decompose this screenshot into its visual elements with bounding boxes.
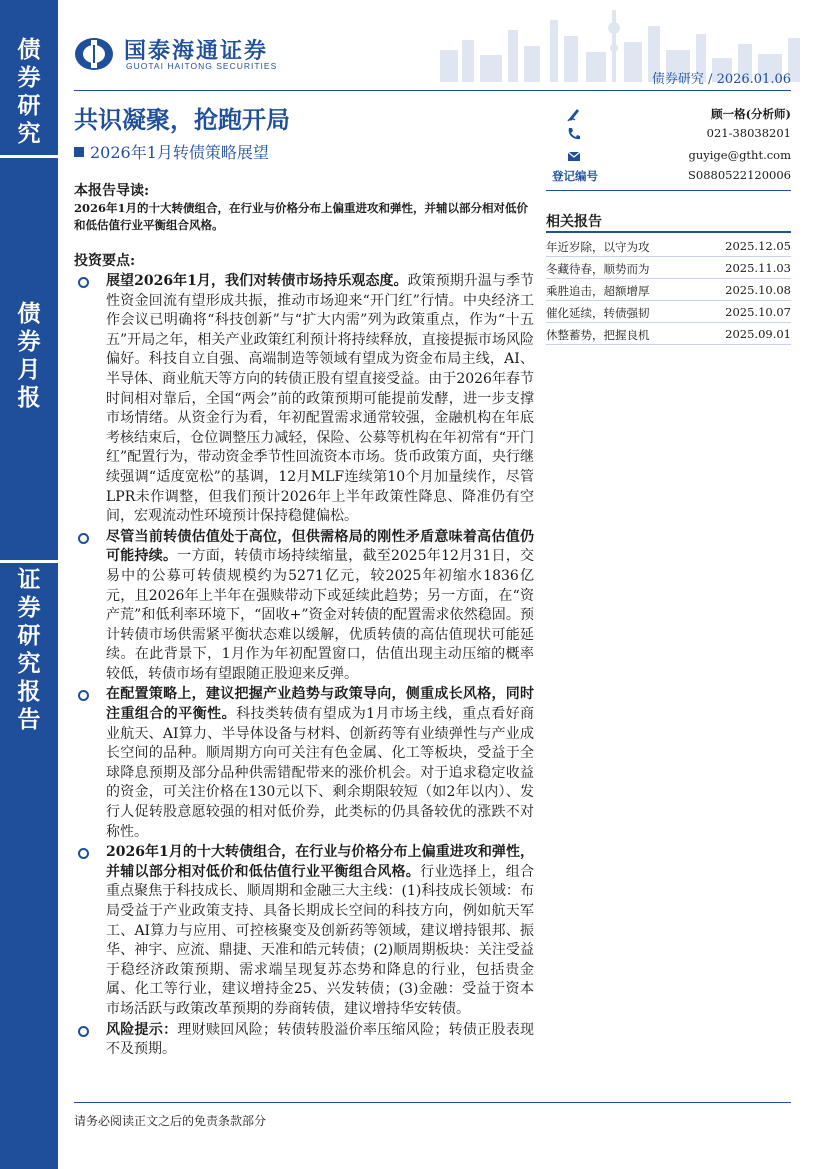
related-reports-divider: [546, 231, 791, 233]
phone-icon: [566, 126, 582, 142]
footer-divider: [74, 1102, 791, 1103]
related-report-link[interactable]: [546, 279, 791, 301]
related-report-date: 2025.09.01: [725, 327, 791, 341]
guide-text: 2026年1月的十大转债组合，在行业与价格分布上偏重进攻和弹性，并辅以部分相对低价和低估值行业平衡组合风格。: [74, 201, 529, 232]
related-reports-list: [546, 235, 791, 345]
key-point-lead: 尽管当前转债估值处于高位，但供需格局的刚性矛盾意味着高估值仍可能持续。: [106, 528, 534, 565]
logo-text-cn: 国泰海通证券: [124, 39, 269, 64]
disclaimer-note: 请务必阅读正文之后的免责条款部分: [74, 1114, 267, 1128]
related-report-link[interactable]: [546, 323, 791, 345]
risk-warning-lead: 风险提示：: [106, 1021, 178, 1038]
related-report-date: 2025.10.08: [725, 283, 791, 297]
circle-bullet-icon: [78, 690, 89, 701]
key-point-item: [74, 528, 534, 685]
key-point-lead: 在配置策略上，建议把握产业趋势与政策导向，侧重成长风格，同时注重组合的平衡性。: [106, 686, 534, 723]
related-report-title: 冬藏待春，顺势而为: [546, 262, 650, 276]
related-report-link[interactable]: [546, 301, 791, 323]
circle-bullet-icon: [78, 277, 89, 288]
logo-emblem-icon: [74, 36, 114, 72]
related-report-link[interactable]: [546, 235, 791, 257]
logo-text-en: GUOTAI HAITONG SECURITIES: [126, 61, 278, 71]
related-report-link[interactable]: [546, 257, 791, 279]
key-point-item: [74, 272, 534, 527]
key-point-body: 行业选择上，组合重点聚焦于科技成长、顺周期和金融三大主线：(1)科技成长领域：布局受益于产业政策支持、具备长期成长空间的科技方向，例如航天军工、AI算力与应用、可控核聚变及创新药等领域，建议增持银邦、振华、神宇、应流、鼎捷、天准和皓元转债；(2)顺周期板块：关注受益于稳经济政策预期、需求端呈现复苏态势和降息的行业，包括贵金属、化工等行业，建议增持金25、兴发转债；(3)金融：受益于资本市场活跃与政策改革预期的券商转债，建议增持华安转债。: [106, 863, 535, 1017]
analyst-name-row: [546, 104, 791, 124]
key-point-item: [74, 685, 534, 842]
mail-icon: [566, 148, 582, 164]
related-report-title: 催化延续，转债强韧: [546, 306, 650, 320]
key-point-body: 政策预期升温与季节性资金回流有望形成共振，推动市场迎来“开门红”行情。中央经济工作会议已明确将“科技创新”与“扩大内需”列为政策重点，作为“十五五”开局之年，相关产业政策红利预计将持续释放，直接提振市场风险偏好。科技自立自强、高端制造等领域有望成为资金布局主线，AI、半导体、商业航天等方向的转债正股有望直接受益。由于2026年春节时间相对靠后，全国“两会”前的政策预期可能提前发酵，进一步支撑市场情绪。从资金行为看，年初配置需求通常较强，金融机构在年底考核结束后，仓位调整压力减轻，保险、公募等机构在年初常有“开门红”配置行为，带动资金季节性回流资本市场。货币政策方面，央行继续强调“适度宽松”的基调，12月MLF连续第10个月加量续作，尽管LPR未作调整，但我们预计2026年上半年政策性降息、降准仍有空间，宏观流动性环境预计保持稳健偏松。: [106, 273, 534, 525]
risk-warning-item: [74, 1021, 534, 1060]
company-logo: [74, 34, 364, 74]
key-points-heading: 投资要点:: [74, 253, 136, 269]
sidebar-label-securities-research-report: 证 券 研 究 报 告: [17, 566, 41, 733]
sidebar-divider: [0, 560, 58, 563]
analyst-email-row: [546, 146, 791, 166]
circle-bullet-icon: [78, 533, 89, 544]
risk-warning-body: 理财赎回风险；转债转股溢价率压缩风险；转债正股表现不及预期。: [106, 1021, 535, 1058]
analyst-email: guyige@gtht.com: [688, 148, 791, 162]
registration-number: S0880522120006: [688, 168, 791, 182]
key-point-lead: 2026年1月的十大转债组合，在行业与价格分布上偏重进攻和弹性，并辅以部分相对低价和低估值行业平衡组合风格。: [106, 844, 534, 880]
sidebar-label-bond-research: 债 券 研 究: [17, 36, 41, 147]
related-report-date: 2025.11.03: [725, 261, 791, 275]
pen-icon: [566, 106, 582, 122]
related-report-date: 2025.12.05: [725, 239, 791, 253]
analyst-name: 顾一格(分析师): [711, 107, 791, 121]
circle-bullet-icon: [78, 1026, 89, 1037]
related-report-title: 年近岁除，以守为攻: [546, 240, 650, 254]
key-point-item: [74, 843, 534, 1019]
key-point-lead: 展望2026年1月，我们对转债市场持乐观态度。: [106, 273, 408, 289]
key-points-list: [74, 272, 534, 1061]
guide-heading: 本报告导读:: [74, 183, 150, 199]
report-subtitle: 2026年1月转债策略展望: [74, 140, 269, 163]
square-bullet-icon: [74, 147, 84, 157]
registration-label: 登记编号: [552, 169, 598, 183]
key-point-body: 一方面，转债市场持续缩量，截至2025年12月31日，交易中的公募可转债规模约为5271亿元，较2025年初缩水1836亿元，且2026年上半年在强赎带动下或延续此趋势；另一方面，在“资产荒”和低利率环境下，“固收+”资金对转债的配置需求依然稳固。预计转债市场供需紧平衡状态难以缓解，优质转债的高估值现状可能延续。在此背景下，1月作为年初配置窗口，估值出现主动压缩的概率较低，转债市场有望跟随正股迎来反弹。: [106, 548, 534, 682]
report-title: 共识凝聚，抢跑开局: [74, 105, 290, 134]
analyst-phone-row: [546, 124, 791, 144]
key-point-body: 科技类转债有望成为1月市场主线，重点看好商业航天、AI算力、半导体设备与材料、创新药等有业绩弹性与产业成长空间的品种。顺周期方向可关注有色金属、化工等板块，受益于全球降息预期及部分品种供需错配带来的涨价机会。对于追求稳定收益的资金，可关注价格在130元以下、剩余期限较短（如2年以内）、发行人促转股意愿较强的相对低价券，此类标的仍具备较优的涨跌不对称性。: [106, 706, 535, 840]
sidebar-label-bond-monthly: 债 券 月 报: [17, 300, 41, 411]
document-type-date: 债券研究 / 2026.01.06: [651, 72, 791, 87]
analyst-divider: [546, 190, 791, 191]
analyst-registration-row: [546, 166, 791, 186]
circle-bullet-icon: [78, 848, 89, 859]
related-report-title: 乘胜追击，超额增厚: [546, 284, 650, 298]
left-sidebar: [0, 0, 58, 1169]
analyst-info: [546, 100, 791, 190]
related-report-date: 2025.10.07: [725, 305, 791, 319]
related-reports-heading: 相关报告: [546, 214, 602, 230]
related-report-title: 休整蓄势，把握良机: [546, 328, 650, 342]
sidebar-divider: [0, 155, 58, 158]
analyst-phone: 021-38038201: [706, 126, 791, 140]
header-divider: [74, 90, 791, 91]
